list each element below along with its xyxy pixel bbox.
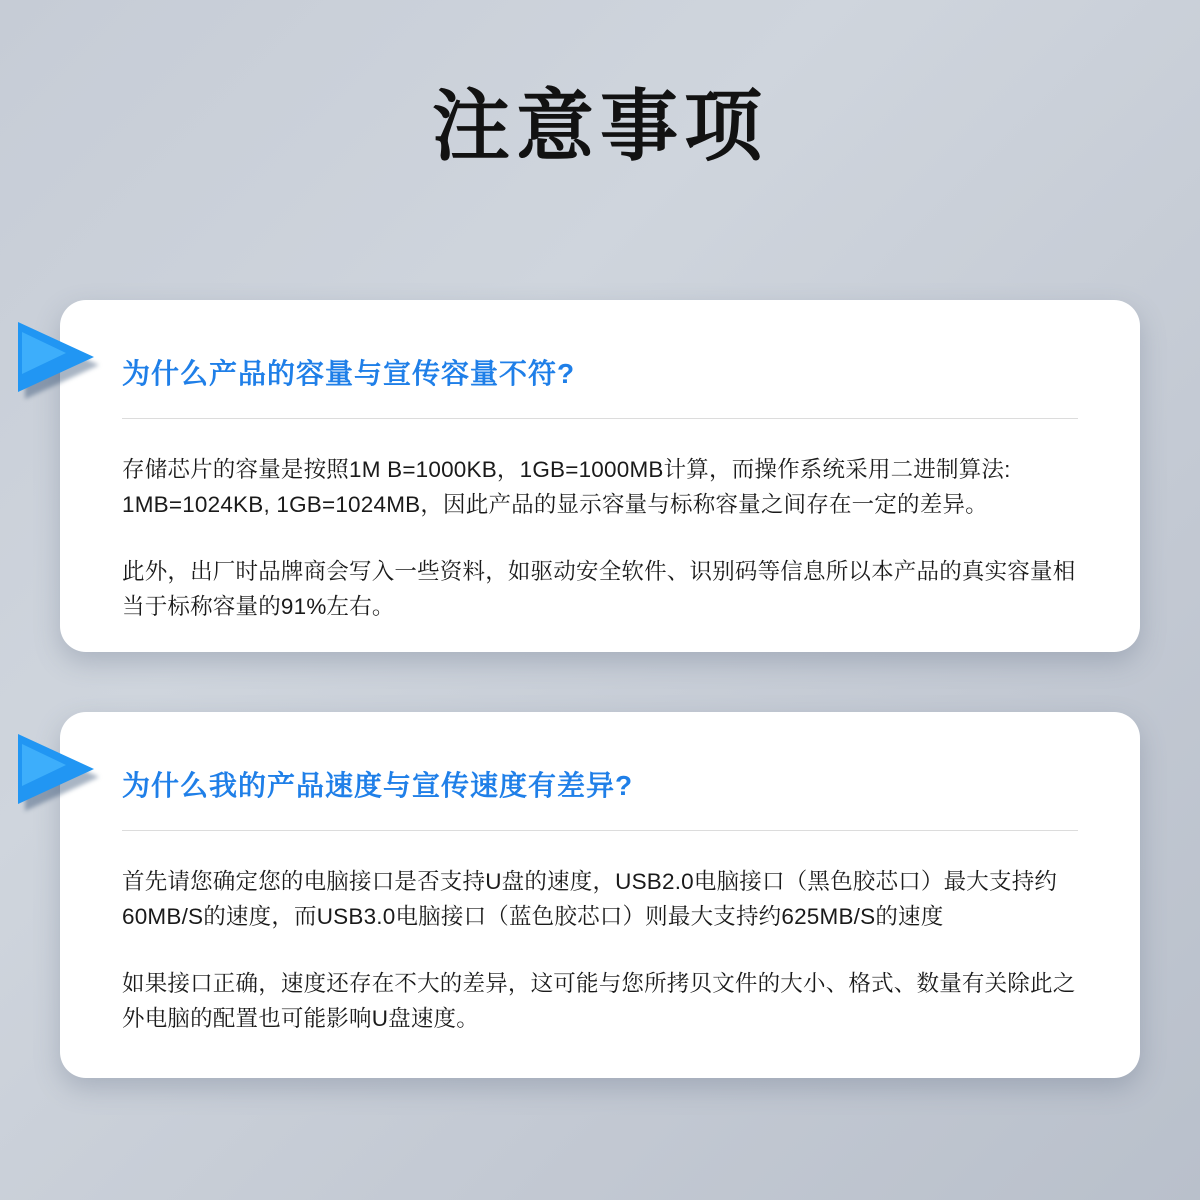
notice-paragraph: 存储芯片的容量是按照1M B=1000KB，1GB=1000MB计算，而操作系统采用二进制算法: 1MB=1024KB, 1GB=1024MB，因此产品的显示容量与标称容量之间存在一定的差异。 (122, 457, 1011, 517)
notice-card-body (60, 712, 1140, 1085)
triangle-bookmark-icon (18, 322, 100, 414)
triangle-bookmark-highlight (22, 332, 66, 374)
heading-divider (122, 830, 1078, 831)
page-title: 注意事项 (431, 82, 768, 170)
notice-paragraph: 此外，出厂时品牌商会写入一些资料，如驱动安全软件、识别码等信息所以本产品的真实容量相当于标称容量的91%左右。 (122, 558, 1076, 619)
notice-paragraph: 如果接口正确，速度还存在不大的差异，这可能与您所拷贝文件的大小、格式、数量有关除此之外电脑的配置也可能影响U盘速度。 (122, 970, 1076, 1031)
notice-card-list (0, 300, 1200, 1138)
notice-card-heading: 为什么我的产品速度与宣传速度有差异? (122, 770, 634, 801)
notice-card-heading: 为什么产品的容量与宣传容量不符? (122, 358, 576, 389)
notice-card (60, 712, 1140, 1078)
notice-paragraph: 首先请您确定您的电脑接口是否支持U盘的速度，USB2.0电脑接口（黑色胶芯口）最大支持约60MB/S的速度，而USB3.0电脑接口（蓝色胶芯口）则最大支持约625MB/S的速度 (122, 869, 1058, 929)
triangle-bookmark-icon (18, 734, 100, 826)
heading-divider (122, 418, 1078, 419)
triangle-bookmark-highlight (22, 744, 66, 786)
notice-card-body (60, 300, 1140, 673)
notice-card (60, 300, 1140, 652)
